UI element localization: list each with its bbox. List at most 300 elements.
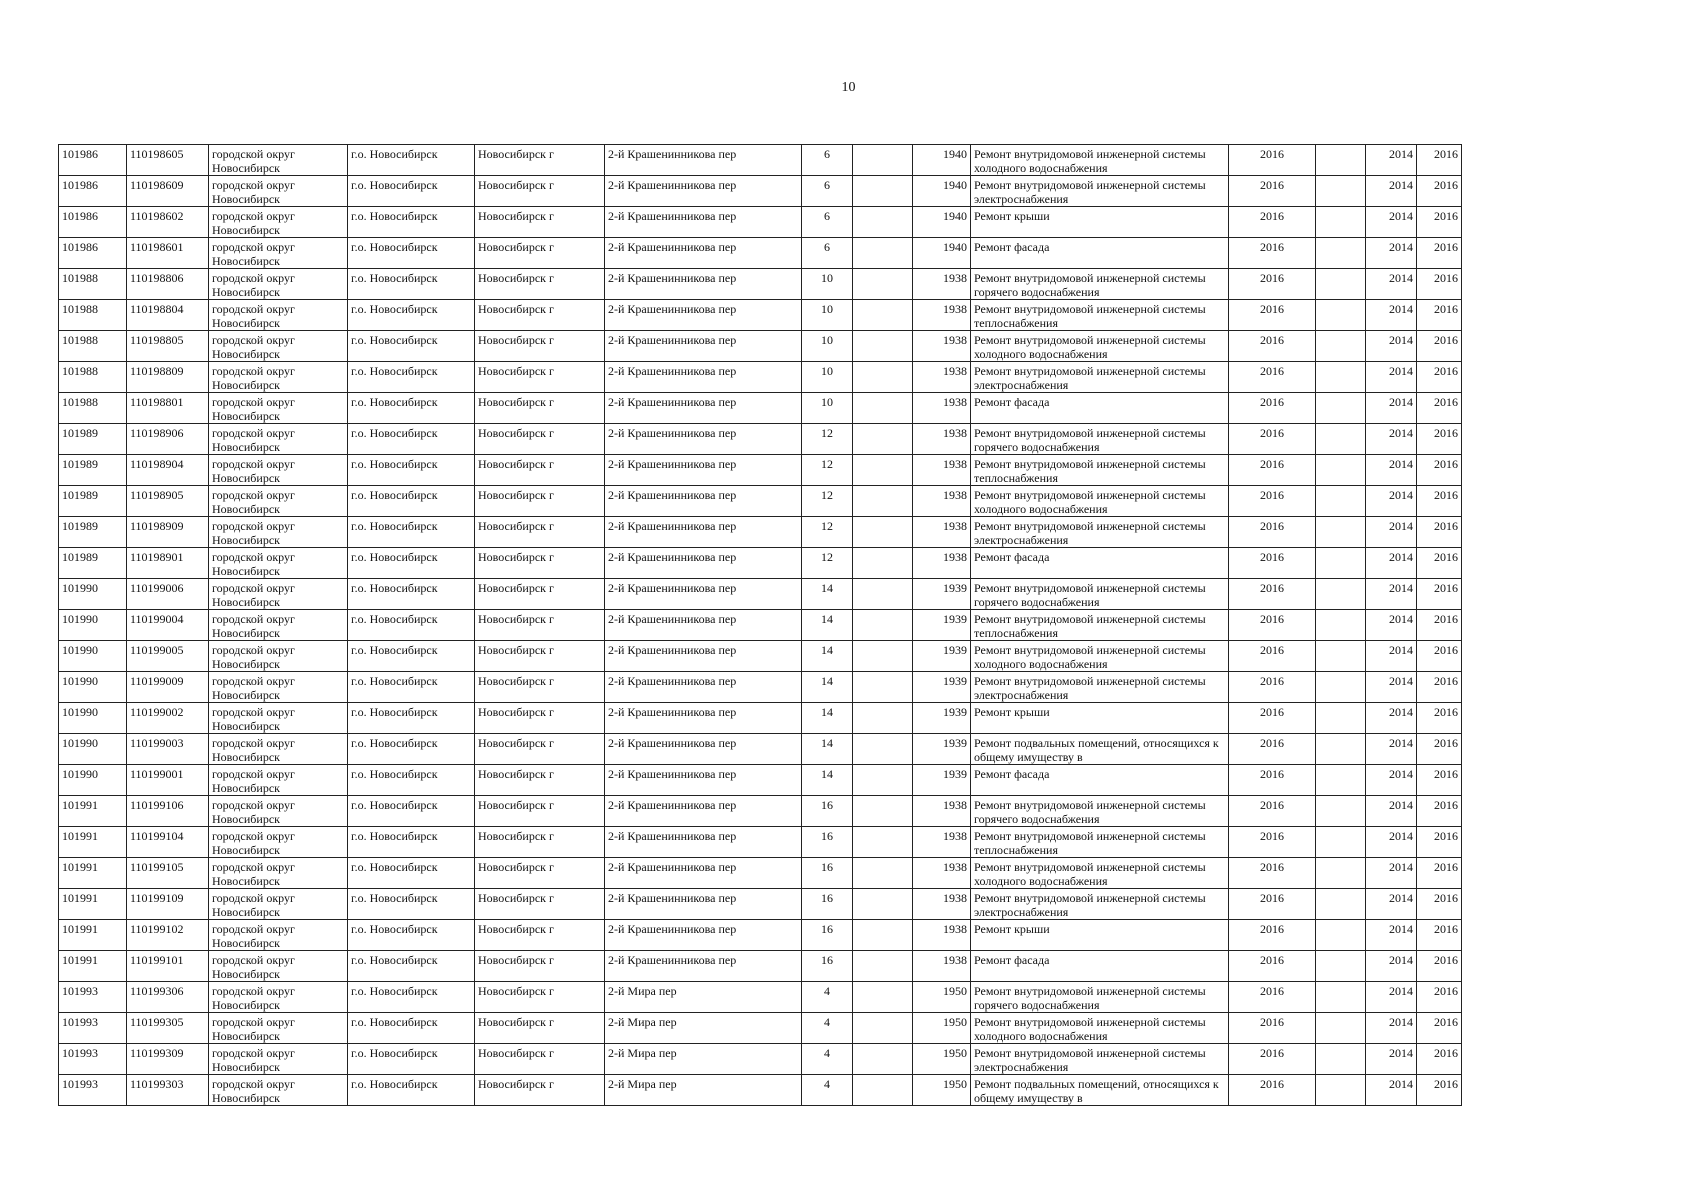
end-year-cell: 2016 [1417,269,1462,300]
work-id-cell: 110199306 [127,982,209,1013]
object-id-cell: 101986 [59,238,127,269]
work-type-cell: Ремонт внутридомовой инженерной системы теплоснабжения [971,455,1229,486]
municipality-cell: городской округ Новосибирск [209,300,348,331]
plan-year-cell: 2016 [1229,765,1316,796]
work-type-cell: Ремонт внутридомовой инженерной системы холодного водоснабжения [971,1013,1229,1044]
blank-col-cell [1316,362,1366,393]
end-year-cell: 2016 [1417,517,1462,548]
settlement-cell: Новосибирск г [475,579,605,610]
blank-col-cell [1316,517,1366,548]
settlement-cell: Новосибирск г [475,145,605,176]
street-cell: 2-й Крашенинникова пер [605,517,802,548]
object-id-cell: 101989 [59,548,127,579]
start-year-cell: 2014 [1366,176,1417,207]
house-number-cell: 16 [802,858,853,889]
blank-col-cell [1316,455,1366,486]
plan-year-cell: 2016 [1229,362,1316,393]
object-id-cell: 101986 [59,176,127,207]
plan-year-cell: 2016 [1229,858,1316,889]
municipal-district-cell: г.о. Новосибирск [348,517,475,548]
municipality-cell: городской округ Новосибирск [209,1013,348,1044]
municipal-district-cell: г.о. Новосибирск [348,207,475,238]
plan-year-cell: 2016 [1229,920,1316,951]
municipality-cell: городской округ Новосибирск [209,920,348,951]
end-year-cell: 2016 [1417,951,1462,982]
start-year-cell: 2014 [1366,858,1417,889]
start-year-cell: 2014 [1366,238,1417,269]
plan-year-cell: 2016 [1229,796,1316,827]
end-year-cell: 2016 [1417,424,1462,455]
blank-col-cell [1316,486,1366,517]
work-id-cell: 110198909 [127,517,209,548]
municipality-cell: городской округ Новосибирск [209,393,348,424]
municipal-district-cell: г.о. Новосибирск [348,827,475,858]
start-year-cell: 2014 [1366,610,1417,641]
blank-col-cell [1316,331,1366,362]
table-row [59,145,1462,176]
build-year-cell: 1939 [913,703,971,734]
table-row [59,393,1462,424]
end-year-cell: 2016 [1417,238,1462,269]
start-year-cell: 2014 [1366,362,1417,393]
start-year-cell: 2014 [1366,796,1417,827]
blank-col-cell [1316,176,1366,207]
work-id-cell: 110198801 [127,393,209,424]
work-id-cell: 110198906 [127,424,209,455]
table-row [59,579,1462,610]
settlement-cell: Новосибирск г [475,424,605,455]
settlement-cell: Новосибирск г [475,1044,605,1075]
table-row [59,672,1462,703]
settlement-cell: Новосибирск г [475,331,605,362]
table-row [59,920,1462,951]
build-year-cell: 1938 [913,827,971,858]
table-row [59,269,1462,300]
plan-year-cell: 2016 [1229,610,1316,641]
end-year-cell: 2016 [1417,827,1462,858]
street-cell: 2-й Крашенинникова пер [605,734,802,765]
start-year-cell: 2014 [1366,300,1417,331]
object-id-cell: 101991 [59,889,127,920]
build-year-cell: 1940 [913,238,971,269]
build-year-cell: 1938 [913,796,971,827]
work-id-cell: 110199005 [127,641,209,672]
street-cell: 2-й Мира пер [605,1044,802,1075]
municipal-district-cell: г.о. Новосибирск [348,672,475,703]
start-year-cell: 2014 [1366,1013,1417,1044]
street-cell: 2-й Крашенинникова пер [605,238,802,269]
street-cell: 2-й Мира пер [605,1075,802,1106]
house-number-cell: 14 [802,641,853,672]
street-cell: 2-й Крашенинникова пер [605,176,802,207]
build-year-cell: 1939 [913,610,971,641]
municipal-district-cell: г.о. Новосибирск [348,300,475,331]
building-cell [853,889,913,920]
object-id-cell: 101990 [59,703,127,734]
blank-col-cell [1316,1075,1366,1106]
plan-year-cell: 2016 [1229,207,1316,238]
blank-col-cell [1316,424,1366,455]
end-year-cell: 2016 [1417,1075,1462,1106]
plan-year-cell: 2016 [1229,548,1316,579]
building-cell [853,796,913,827]
build-year-cell: 1938 [913,331,971,362]
object-id-cell: 101986 [59,207,127,238]
work-type-cell: Ремонт внутридомовой инженерной системы горячего водоснабжения [971,579,1229,610]
municipality-cell: городской округ Новосибирск [209,889,348,920]
blank-col-cell [1316,579,1366,610]
object-id-cell: 101993 [59,982,127,1013]
page-number: 10 [841,80,856,95]
start-year-cell: 2014 [1366,331,1417,362]
work-type-cell: Ремонт внутридомовой инженерной системы теплоснабжения [971,827,1229,858]
municipality-cell: городской округ Новосибирск [209,517,348,548]
table-row [59,889,1462,920]
house-number-cell: 14 [802,703,853,734]
blank-col-cell [1316,920,1366,951]
end-year-cell: 2016 [1417,703,1462,734]
work-type-cell: Ремонт крыши [971,920,1229,951]
building-cell [853,827,913,858]
work-id-cell: 110199106 [127,796,209,827]
building-cell [853,207,913,238]
building-cell [853,982,913,1013]
settlement-cell: Новосибирск г [475,641,605,672]
work-type-cell: Ремонт внутридомовой инженерной системы горячего водоснабжения [971,269,1229,300]
work-type-cell: Ремонт внутридомовой инженерной системы холодного водоснабжения [971,331,1229,362]
municipal-district-cell: г.о. Новосибирск [348,1075,475,1106]
street-cell: 2-й Крашенинникова пер [605,796,802,827]
work-type-cell: Ремонт фасада [971,548,1229,579]
plan-year-cell: 2016 [1229,176,1316,207]
municipal-district-cell: г.о. Новосибирск [348,641,475,672]
table-row [59,207,1462,238]
work-type-cell: Ремонт внутридомовой инженерной системы электроснабжения [971,672,1229,703]
work-id-cell: 110198605 [127,145,209,176]
municipality-cell: городской округ Новосибирск [209,610,348,641]
object-id-cell: 101991 [59,951,127,982]
work-id-cell: 110199001 [127,765,209,796]
settlement-cell: Новосибирск г [475,765,605,796]
municipality-cell: городской округ Новосибирск [209,362,348,393]
object-id-cell: 101989 [59,455,127,486]
start-year-cell: 2014 [1366,1075,1417,1106]
house-number-cell: 14 [802,672,853,703]
street-cell: 2-й Крашенинникова пер [605,145,802,176]
work-type-cell: Ремонт внутридомовой инженерной системы горячего водоснабжения [971,982,1229,1013]
blank-col-cell [1316,1044,1366,1075]
work-type-cell: Ремонт внутридомовой инженерной системы холодного водоснабжения [971,641,1229,672]
start-year-cell: 2014 [1366,951,1417,982]
settlement-cell: Новосибирск г [475,672,605,703]
street-cell: 2-й Крашенинникова пер [605,331,802,362]
object-id-cell: 101993 [59,1044,127,1075]
building-cell [853,176,913,207]
blank-col-cell [1316,982,1366,1013]
object-id-cell: 101986 [59,145,127,176]
object-id-cell: 101989 [59,517,127,548]
house-number-cell: 12 [802,455,853,486]
municipality-cell: городской округ Новосибирск [209,982,348,1013]
house-number-cell: 12 [802,548,853,579]
start-year-cell: 2014 [1366,765,1417,796]
settlement-cell: Новосибирск г [475,858,605,889]
municipality-cell: городской округ Новосибирск [209,765,348,796]
work-type-cell: Ремонт внутридомовой инженерной системы электроснабжения [971,517,1229,548]
end-year-cell: 2016 [1417,858,1462,889]
table-row [59,982,1462,1013]
municipality-cell: городской округ Новосибирск [209,951,348,982]
house-number-cell: 10 [802,331,853,362]
start-year-cell: 2014 [1366,486,1417,517]
blank-col-cell [1316,889,1366,920]
street-cell: 2-й Крашенинникова пер [605,362,802,393]
build-year-cell: 1950 [913,982,971,1013]
plan-year-cell: 2016 [1229,1013,1316,1044]
build-year-cell: 1939 [913,672,971,703]
street-cell: 2-й Крашенинникова пер [605,889,802,920]
work-type-cell: Ремонт внутридомовой инженерной системы холодного водоснабжения [971,145,1229,176]
house-number-cell: 10 [802,269,853,300]
municipality-cell: городской округ Новосибирск [209,734,348,765]
building-cell [853,672,913,703]
work-type-cell: Ремонт внутридомовой инженерной системы холодного водоснабжения [971,486,1229,517]
work-id-cell: 110199004 [127,610,209,641]
settlement-cell: Новосибирск г [475,920,605,951]
plan-year-cell: 2016 [1229,238,1316,269]
settlement-cell: Новосибирск г [475,610,605,641]
municipal-district-cell: г.о. Новосибирск [348,548,475,579]
build-year-cell: 1938 [913,393,971,424]
blank-col-cell [1316,703,1366,734]
work-type-cell: Ремонт внутридомовой инженерной системы теплоснабжения [971,300,1229,331]
build-year-cell: 1939 [913,765,971,796]
work-type-cell: Ремонт внутридомовой инженерной системы горячего водоснабжения [971,424,1229,455]
plan-year-cell: 2016 [1229,703,1316,734]
plan-year-cell: 2016 [1229,424,1316,455]
object-id-cell: 101990 [59,579,127,610]
start-year-cell: 2014 [1366,672,1417,703]
plan-year-cell: 2016 [1229,517,1316,548]
plan-year-cell: 2016 [1229,579,1316,610]
building-cell [853,424,913,455]
object-id-cell: 101991 [59,920,127,951]
house-number-cell: 6 [802,238,853,269]
work-id-cell: 110199309 [127,1044,209,1075]
building-cell [853,641,913,672]
street-cell: 2-й Мира пер [605,982,802,1013]
work-id-cell: 110199009 [127,672,209,703]
municipality-cell: городской округ Новосибирск [209,858,348,889]
end-year-cell: 2016 [1417,920,1462,951]
start-year-cell: 2014 [1366,827,1417,858]
work-id-cell: 110198904 [127,455,209,486]
table-row [59,1013,1462,1044]
start-year-cell: 2014 [1366,424,1417,455]
plan-year-cell: 2016 [1229,300,1316,331]
house-number-cell: 16 [802,889,853,920]
work-id-cell: 110199104 [127,827,209,858]
start-year-cell: 2014 [1366,920,1417,951]
house-number-cell: 12 [802,486,853,517]
start-year-cell: 2014 [1366,207,1417,238]
work-type-cell: Ремонт подвальных помещений, относящихся к общему имуществу в [971,1075,1229,1106]
municipality-cell: городской округ Новосибирск [209,827,348,858]
start-year-cell: 2014 [1366,982,1417,1013]
work-id-cell: 110198602 [127,207,209,238]
build-year-cell: 1940 [913,207,971,238]
municipality-cell: городской округ Новосибирск [209,176,348,207]
street-cell: 2-й Крашенинникова пер [605,703,802,734]
object-id-cell: 101990 [59,765,127,796]
municipal-district-cell: г.о. Новосибирск [348,362,475,393]
work-type-cell: Ремонт фасада [971,765,1229,796]
house-number-cell: 12 [802,517,853,548]
municipality-cell: городской округ Новосибирск [209,145,348,176]
settlement-cell: Новосибирск г [475,734,605,765]
build-year-cell: 1938 [913,424,971,455]
building-cell [853,610,913,641]
table-row [59,517,1462,548]
municipality-cell: городской округ Новосибирск [209,796,348,827]
building-cell [853,1075,913,1106]
build-year-cell: 1938 [913,889,971,920]
street-cell: 2-й Крашенинникова пер [605,269,802,300]
work-type-cell: Ремонт внутридомовой инженерной системы электроснабжения [971,889,1229,920]
municipal-district-cell: г.о. Новосибирск [348,703,475,734]
object-id-cell: 101993 [59,1013,127,1044]
blank-col-cell [1316,951,1366,982]
build-year-cell: 1938 [913,300,971,331]
blank-col-cell [1316,1013,1366,1044]
building-cell [853,703,913,734]
table-row [59,362,1462,393]
blank-col-cell [1316,734,1366,765]
house-number-cell: 10 [802,393,853,424]
street-cell: 2-й Крашенинникова пер [605,579,802,610]
municipal-district-cell: г.о. Новосибирск [348,1013,475,1044]
build-year-cell: 1939 [913,641,971,672]
build-year-cell: 1938 [913,951,971,982]
building-cell [853,858,913,889]
municipality-cell: городской округ Новосибирск [209,1075,348,1106]
street-cell: 2-й Крашенинникова пер [605,765,802,796]
settlement-cell: Новосибирск г [475,796,605,827]
house-number-cell: 16 [802,920,853,951]
building-cell [853,920,913,951]
work-id-cell: 110198905 [127,486,209,517]
build-year-cell: 1938 [913,920,971,951]
municipality-cell: городской округ Новосибирск [209,269,348,300]
house-number-cell: 6 [802,176,853,207]
end-year-cell: 2016 [1417,1013,1462,1044]
end-year-cell: 2016 [1417,982,1462,1013]
table-row [59,548,1462,579]
build-year-cell: 1938 [913,858,971,889]
house-number-cell: 4 [802,1044,853,1075]
street-cell: 2-й Крашенинникова пер [605,455,802,486]
street-cell: 2-й Крашенинникова пер [605,486,802,517]
plan-year-cell: 2016 [1229,1075,1316,1106]
street-cell: 2-й Крашенинникова пер [605,548,802,579]
start-year-cell: 2014 [1366,889,1417,920]
start-year-cell: 2014 [1366,641,1417,672]
work-id-cell: 110199303 [127,1075,209,1106]
table-row [59,796,1462,827]
table-row [59,424,1462,455]
municipal-district-cell: г.о. Новосибирск [348,145,475,176]
blank-col-cell [1316,672,1366,703]
object-id-cell: 101990 [59,610,127,641]
street-cell: 2-й Крашенинникова пер [605,424,802,455]
work-type-cell: Ремонт внутридомовой инженерной системы горячего водоснабжения [971,796,1229,827]
start-year-cell: 2014 [1366,393,1417,424]
work-type-cell: Ремонт подвальных помещений, относящихся к общему имуществу в [971,734,1229,765]
work-id-cell: 110198805 [127,331,209,362]
building-cell [853,331,913,362]
work-id-cell: 110199003 [127,734,209,765]
blank-col-cell [1316,610,1366,641]
table-row [59,486,1462,517]
street-cell: 2-й Крашенинникова пер [605,672,802,703]
end-year-cell: 2016 [1417,455,1462,486]
work-type-cell: Ремонт внутридомовой инженерной системы холодного водоснабжения [971,858,1229,889]
building-cell [853,1044,913,1075]
house-number-cell: 4 [802,1075,853,1106]
house-number-cell: 14 [802,579,853,610]
end-year-cell: 2016 [1417,796,1462,827]
object-id-cell: 101990 [59,641,127,672]
work-id-cell: 110199305 [127,1013,209,1044]
build-year-cell: 1938 [913,362,971,393]
house-number-cell: 12 [802,424,853,455]
build-year-cell: 1938 [913,517,971,548]
table-row [59,641,1462,672]
settlement-cell: Новосибирск г [475,951,605,982]
municipal-district-cell: г.о. Новосибирск [348,982,475,1013]
table-row [59,238,1462,269]
street-cell: 2-й Мира пер [605,1013,802,1044]
start-year-cell: 2014 [1366,548,1417,579]
house-number-cell: 14 [802,765,853,796]
plan-year-cell: 2016 [1229,1044,1316,1075]
municipality-cell: городской округ Новосибирск [209,672,348,703]
municipal-district-cell: г.о. Новосибирск [348,486,475,517]
object-id-cell: 101989 [59,424,127,455]
build-year-cell: 1939 [913,734,971,765]
blank-col-cell [1316,796,1366,827]
build-year-cell: 1938 [913,455,971,486]
registry-table [58,144,1462,1106]
build-year-cell: 1940 [913,176,971,207]
start-year-cell: 2014 [1366,1044,1417,1075]
end-year-cell: 2016 [1417,672,1462,703]
blank-col-cell [1316,207,1366,238]
object-id-cell: 101988 [59,300,127,331]
end-year-cell: 2016 [1417,331,1462,362]
municipality-cell: городской округ Новосибирск [209,703,348,734]
end-year-cell: 2016 [1417,610,1462,641]
build-year-cell: 1938 [913,486,971,517]
work-id-cell: 110199002 [127,703,209,734]
municipal-district-cell: г.о. Новосибирск [348,610,475,641]
table-row [59,827,1462,858]
street-cell: 2-й Крашенинникова пер [605,858,802,889]
end-year-cell: 2016 [1417,548,1462,579]
settlement-cell: Новосибирск г [475,517,605,548]
work-id-cell: 110198609 [127,176,209,207]
building-cell [853,300,913,331]
